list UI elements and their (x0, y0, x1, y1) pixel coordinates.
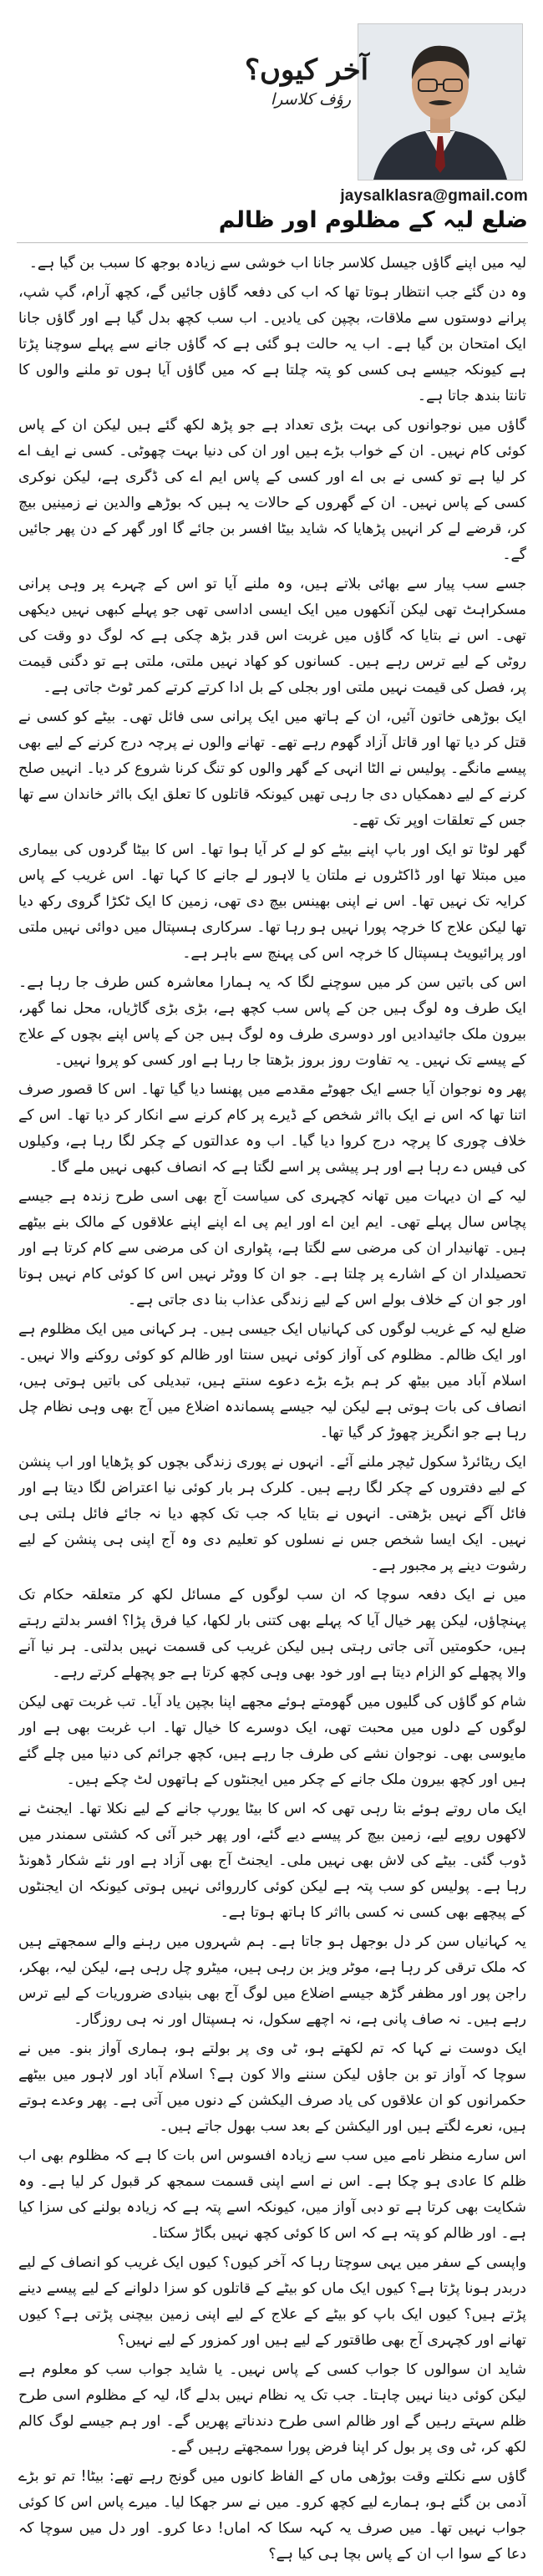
article-paragraph: ایک دوست نے کہا کہ تم لکھتے ہو، ٹی وی پر بولتے ہو، ہماری آواز بنو۔ میں نے سوچا کہ آواز تو بن جاؤں لیکن سننے والا کون ہے؟ اسلام آباد اور لاہور میں بیٹھے حکمرانوں کو ان علاقوں کی یاد صرف الیکشن کے دنوں میں آتی ہے۔ پھر وعدے ہوتے ہیں، نعرے لگتے ہیں اور الیکشن کے بعد سب بھول جاتے ہیں۔ (18, 2040, 526, 2135)
column-title: آخر کیوں؟ (244, 53, 369, 87)
author-portrait-icon (358, 24, 522, 180)
article-paragraph: وہ دن گئے جب انتظار ہوتا تھا کہ اب کی دفعہ گاؤں جائیں گے، کچھ آرام، گپ شپ، پرانے دوستوں سے ملاقات، بچپن کی یادیں۔ اب سب کچھ بدل گیا ہے اور گاؤں جانا ایک امتحان بن گیا ہے۔ اب یہ حالت ہو گئی ہے کہ گاؤں جانے سے پہلے سوچنا پڑتا ہے کیونکہ جیسے ہی کسی کو پتہ چلتا ہے کہ میں گاؤں آیا ہوں تو ملنے والوں کا تانتا بندھ جاتا ہے۔ (18, 284, 526, 404)
column-header (0, 0, 543, 233)
article-paragraph: ضلع لیہ کے غریب لوگوں کی کہانیاں ایک جیسی ہیں۔ ہر کہانی میں ایک مظلوم ہے اور ایک ظالم۔ مظلوم کی آواز کوئی نہیں سنتا اور ظالم کو کوئی روکنے والا نہیں۔ اسلام آباد میں بیٹھ کر ہم بڑے بڑے دعوے سنتے ہیں، تبدیلی کی باتیں ہوتی ہیں، انصاف کی بات ہوتی ہے لیکن لیہ جیسے پسماندہ اضلاع میں آج بھی وہی نظام چل رہا ہے جو انگریز چھوڑ کر گیا تھا۔ (18, 1321, 526, 1441)
article-paragraph: شاید ان سوالوں کا جواب کسی کے پاس نہیں۔ یا شاید جواب سب کو معلوم ہے لیکن کوئی دینا نہیں چاہتا۔ جب تک یہ نظام نہیں بدلے گا، لیہ کے مظلوم اسی طرح ظلم سہتے رہیں گے اور ظالم اسی طرح دندناتے پھریں گے۔ اور ہم جیسے لوگ کالم لکھ کر، ٹی وی پر بول کر اپنا فرض پورا سمجھتے رہیں گے۔ (18, 2361, 526, 2456)
column-headline: ضلع لیہ کے مظلوم اور ظالم (218, 207, 528, 233)
author-email: jaysalklasra@gmail.com (340, 187, 528, 205)
column-author: رؤف کلاسرا (270, 90, 352, 109)
article-paragraph: ایک ریٹائرڈ سکول ٹیچر ملنے آئے۔ انہوں نے پوری زندگی بچوں کو پڑھایا اور اب پنشن کے لیے دفتروں کے چکر لگا رہے ہیں۔ کلرک ہر بار کوئی نیا اعتراض لگا دیتا ہے اور فائل آگے نہیں بڑھتی۔ انہوں نے بتایا کہ جب تک کچھ دیا نہ جائے فائل ہلتی ہی نہیں۔ ایک ایسا شخص جس نے نسلوں کو تعلیم دی وہ آج اپنی ہی پنشن کے لیے رشوت دینے پر مجبور ہے۔ (18, 1454, 526, 1574)
article-paragraph: گاؤں میں نوجوانوں کی بہت بڑی تعداد ہے جو پڑھ لکھ گئے ہیں لیکن ان کے پاس کوئی کام نہیں۔ ان کے خواب بڑے ہیں اور ان کی دنیا بہت چھوٹی۔ کسی نے ایف اے کر لیا ہے تو کسی نے بی اے اور کسی کے پاس ایم اے کی ڈگری ہے، لیکن نوکری کسی کے پاس نہیں۔ ان کے گھروں کے حالات یہ ہیں کہ بوڑھے والدین نے زمینیں بیچ کر، قرضے لے کر انہیں پڑھایا کہ شاید بیٹا افسر بن جائے گا اور گھر کے دن پھر جائیں گے۔ (18, 417, 526, 563)
article-paragraph: ایک بوڑھی خاتون آئیں، ان کے ہاتھ میں ایک پرانی سی فائل تھی۔ بیٹے کو کسی نے قتل کر دیا تھا اور قاتل آزاد گھوم رہے تھے۔ تھانے والوں نے پرچہ درج کرنے کے لیے بھی پیسے مانگے۔ پولیس نے الٹا انہی کے گھر والوں کو تنگ کرنا شروع کر دیا۔ انہیں صلح کرنے کے لیے دھمکیاں دی جا رہی تھیں کیونکہ قاتلوں کا تعلق ایک بااثر خاندان سے تھا جس کے تعلقات اوپر تک تھے۔ (18, 709, 526, 829)
article-paragraph: جسے سب پیار سے بھائی بلاتے ہیں، وہ ملنے آیا تو اس کے چہرے پر وہی پرانی مسکراہٹ تھی لیکن آنکھوں میں ایک ایسی اداسی تھی جو پہلے کبھی نہیں دیکھی تھی۔ اس نے بتایا کہ گاؤں میں غربت اس قدر بڑھ چکی ہے کہ لوگ دو وقت کی روٹی کے لیے ترس رہے ہیں۔ کسانوں کو کھاد نہیں ملتی، ملتی ہے تو دگنی قیمت پر، فصل کی قیمت نہیں ملتی اور بجلی کے بل ادا کرتے کرتے کمر ٹوٹ جاتی ہے۔ (18, 576, 526, 696)
article-paragraph: یہ کہانیاں سن کر دل بوجھل ہو جاتا ہے۔ ہم شہروں میں رہنے والے سمجھتے ہیں کہ ملک ترقی کر رہا ہے، موٹر ویز بن رہی ہیں، میٹرو چل رہی ہے، لیکن لیہ، بھکر، راجن پور اور مظفر گڑھ جیسے اضلاع میں لوگ آج بھی بنیادی ضروریات کے لیے ترس رہے ہیں۔ نہ صاف پانی ہے، نہ اچھے سکول، نہ ہسپتال اور نہ ہی روزگار۔ (18, 1933, 526, 2028)
article-paragraph: پھر وہ نوجوان آیا جسے ایک جھوٹے مقدمے میں پھنسا دیا گیا تھا۔ اس کا قصور صرف اتنا تھا کہ اس نے ایک بااثر شخص کے ڈیرے پر کام کرنے سے انکار کر دیا تھا۔ اس کے خلاف چوری کا پرچہ درج کروا دیا گیا۔ اب وہ عدالتوں کے چکر لگا رہا ہے، وکیلوں کی فیس دے رہا ہے اور ہر پیشی پر اسے لگتا ہے کہ انصاف کبھی نہیں ملے گا۔ (18, 1081, 526, 1176)
article-paragraph: میں نے ایک دفعہ سوچا کہ ان سب لوگوں کے مسائل لکھ کر متعلقہ حکام تک پہنچاؤں، لیکن پھر خیال آیا کہ پہلے بھی کتنی بار لکھا، کیا فرق پڑا؟ افسر بدلتے رہتے ہیں، حکومتیں آتی جاتی رہتی ہیں لیکن غریب کی قسمت نہیں بدلتی۔ ہر نیا آنے والا پچھلے کو الزام دیتا ہے اور خود بھی وہی کچھ کرتا ہے جو پچھلے کرتے رہے۔ (18, 1587, 526, 1681)
article-paragraph: واپسی کے سفر میں یہی سوچتا رہا کہ آخر کیوں؟ کیوں ایک غریب کو انصاف کے لیے دربدر ہونا پڑتا ہے؟ کیوں ایک ماں کو بیٹے کے قاتلوں کو سزا دلوانے کے لیے پیسے دینے پڑتے ہیں؟ کیوں ایک باپ کو بیٹے کے علاج کے لیے اپنی زمین بیچنی پڑتی ہے؟ کیوں تھانے اور کچہری آج بھی طاقتور کے لیے ہیں اور کمزور کے لیے نہیں؟ (18, 2254, 526, 2349)
article-paragraph: اس کی باتیں سن کر میں سوچنے لگا کہ یہ ہمارا معاشرہ کس طرف جا رہا ہے۔ ایک طرف وہ لوگ ہیں جن کے پاس سب کچھ ہے، بڑی بڑی گاڑیاں، محل نما گھر، بیرون ملک جائیدادیں اور دوسری طرف وہ لوگ ہیں جن کے پاس اپنے بچوں کے علاج کے پیسے تک نہیں۔ یہ تفاوت روز بروز بڑھتا جا رہا ہے اور کسی کو پروا نہیں۔ (18, 974, 526, 1069)
column-logo (244, 52, 378, 152)
article-paragraph: ایک ماں روتے ہوئے بتا رہی تھی کہ اس کا بیٹا یورپ جانے کے لیے نکلا تھا۔ ایجنٹ نے لاکھوں روپے لیے، زمین بیچ کر پیسے دیے گئے، اور پھر خبر آئی کہ کشتی سمندر میں ڈوب گئی۔ بیٹے کی لاش بھی نہیں ملی۔ ایجنٹ آج بھی آزاد ہے اور نئے شکار ڈھونڈ رہا ہے۔ پولیس کو سب پتہ ہے لیکن کوئی کارروائی نہیں ہوتی کیونکہ ان ایجنٹوں کے پیچھے بھی کسی نہ کسی بااثر کا ہاتھ ہوتا ہے۔ (18, 1801, 526, 1921)
article-paragraph: شام کو گاؤں کی گلیوں میں گھومتے ہوئے مجھے اپنا بچپن یاد آیا۔ تب غربت تھی لیکن لوگوں کے دلوں میں محبت تھی، ایک دوسرے کا خیال تھا۔ اب غربت بھی ہے اور مایوسی بھی۔ نوجوان نشے کی طرف جا رہے ہیں، کچھ جرائم کی دنیا میں چلے گئے ہیں اور کچھ بیرون ملک جانے کے چکر میں ایجنٹوں کے ہاتھوں لٹ چکے ہیں۔ (18, 1694, 526, 1788)
article-paragraph: لیہ کے ان دیہات میں تھانہ کچہری کی سیاست آج بھی اسی طرح زندہ ہے جیسے پچاس سال پہلے تھی۔ ایم این اے اور ایم پی اے اپنے اپنے علاقوں کے مالک بنے بیٹھے ہیں۔ تھانیدار ان کی مرضی سے لگتا ہے، پٹواری ان کی مرضی سے کام کرتا ہے اور تحصیلدار ان کے اشارے پر چلتا ہے۔ جو ان کا ووٹر نہیں اس کا کوئی کام نہیں ہوتا اور جو ان کے خلاف بولے اس کے لیے زندگی عذاب بنا دی جاتی ہے۔ (18, 1188, 526, 1308)
article-paragraph: گاؤں سے نکلتے وقت بوڑھی ماں کے الفاظ کانوں میں گونج رہے تھے: بیٹا! تم تو بڑے آدمی بن گئے ہو، ہمارے لیے کچھ کرو۔ میں نے سر جھکا لیا۔ میرے پاس اس کا کوئی جواب نہیں تھا۔ میں صرف یہ کہہ سکا کہ اماں! دعا کرو۔ اور دل میں سوچا کہ دعا کے سوا اب ان کے پاس بچا ہی کیا ہے؟ (18, 2468, 526, 2563)
header-divider (17, 242, 528, 243)
article-paragraph: اس سارے منظر نامے میں سب سے زیادہ افسوس اس بات کا ہے کہ مظلوم بھی اب ظلم کا عادی ہو چکا ہے۔ اس نے اسے اپنی قسمت سمجھ کر قبول کر لیا ہے۔ وہ شکایت بھی کرتا ہے تو دبی آواز میں، کیونکہ اسے پتہ ہے کہ زیادہ بولنے کی سزا کیا ہے۔ اور ظالم کو پتہ ہے کہ اس کا کوئی کچھ نہیں بگاڑ سکتا۔ (18, 2147, 526, 2242)
author-photo (358, 23, 523, 180)
article-paragraph: گھر لوٹا تو ایک اور باپ اپنے بیٹے کو لے کر آیا ہوا تھا۔ اس کا بیٹا گردوں کی بیماری میں مبتلا تھا اور ڈاکٹروں نے ملتان یا لاہور لے جانے کا کہا تھا۔ اس غریب کے پاس کرایہ تک نہیں تھا۔ اس نے اپنی بھینس بیچ دی تھی، زمین کا ایک ٹکڑا گروی رکھ دیا تھا لیکن علاج کا خرچہ پورا نہیں ہو رہا تھا۔ سرکاری ہسپتال میں دوائی نہیں ملتی اور پرائیویٹ ہسپتال کا خرچہ اس کی پہنچ سے باہر ہے۔ (18, 841, 526, 962)
article-paragraph: لیہ میں اپنے گاؤں جیسل کلاسر جانا اب خوشی سے زیادہ بوجھ کا سبب بن گیا ہے۔ (28, 255, 526, 272)
article-body (18, 251, 526, 2567)
